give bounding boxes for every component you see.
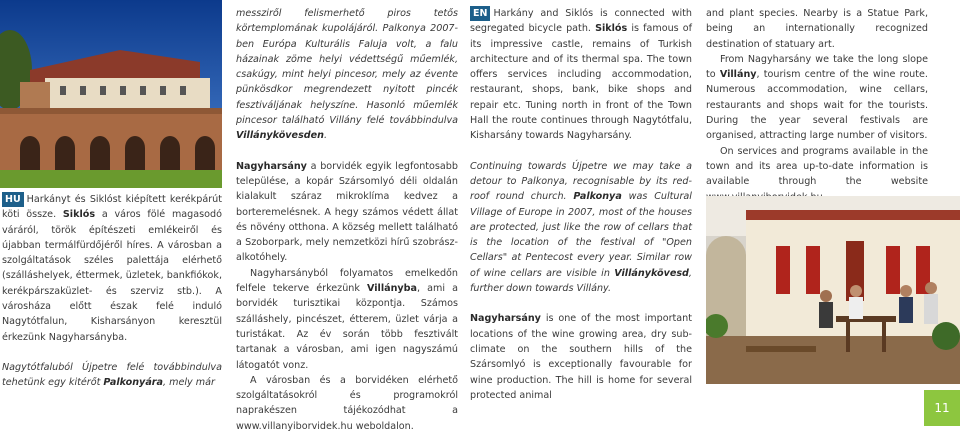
column-1 [2, 192, 222, 391]
hu-language-badge: HU [2, 192, 24, 207]
villany-paragraph: Nagyharsányból folyamatos emelkedőn felfele tekerve érkezünk Villányba, ami a borvidék turisztikai központja. Számos szálláshely, pincészet, étterem, üzlet várja a turistákat. Az év során több fesztivált tartanak a városban, ami igen nagyszámú látogatót vonz. [236, 267, 458, 371]
column-2 [236, 6, 458, 434]
en-language-badge: EN [470, 6, 490, 21]
siklos-bold: Siklós [62, 209, 96, 221]
services-info-paragraph: A városban és a borvidéken elérhető szolgáltatásokról és programokról naprakészen tájékozódhat a www.villanyiborvidek.hu weboldalon. [236, 374, 458, 432]
wine-cellar-photo [706, 196, 960, 384]
page-number: 11 [924, 390, 960, 426]
hu-palkonya-paragraph: Nagytótfaluból Újpetre felé továbbindulva tehetünk egy kitérőt Palkonyára, mely már [2, 361, 222, 389]
palkonya-continued-paragraph: messziről felismerhető piros tetős körtemplomának kupolájáról. Palkonya 2007-ben Európa Kulturális Faluja volt, a falu házainak zöme helyi védettségű műemlék, csakúgy, mint helyi pincesor, mely az évente pünkösdkor megrendezett nyitott pincék fesztiváljának helyszíne. Hasonló műemlék pincesor található Villány felé továbbindulva Villánykövesden. [236, 8, 458, 142]
column-4 [706, 6, 928, 205]
en-nagyharsany-paragraph: Nagyharsány is one of the most important locations of the wine growing area, dry sub-climate on the southern hills of the Szársomlyó is exceptionally favourable for wine production. The hill is home for several protected animal [470, 313, 692, 401]
en-villany-paragraph: From Nagyharsány we take the long slope to Villány, tourism centre of the wine route. Numerous accommodation, wine cellars, restaurants and shops wait for the tourists. During the year several festivals are organised, attracting large number of visitors. [706, 53, 928, 142]
en-palkonya-paragraph: Continuing towards Újpetre we may take a detour to Palkonya, recognisable by its red-roof round church. Palkonya was Cultural Village of Europe in 2007, most of the houses are protected, just like the row of cellars that is the location of the festival of "Open Cellars" at Pentecost every year. Similar row of wine cellars are visible in Villánykövesd, further down towards Villány. [470, 160, 692, 295]
en-intro-paragraph: EN Harkány and Siklós is connected with segregated bicycle path. Siklós is famous of its impressive castle, remains of Turkish architecture and of its thermal spa. The town offers services including accommodation, restaurant, shops, bank, bike shops and repair etc. Tuning north in front of the Town Hall the route continues through Nagytótfalu, Kisharsány towards Nagyharsány. [470, 8, 692, 142]
column-3 [470, 6, 692, 403]
hu-intro-paragraph: HU Harkányt és Siklóst kiépített kerékpárút köti össze. Siklós a város fölé magasodó váráról, török építészeti emlékeiről és újabban termálfürdőjéről híres. A városban a szolgáltatások széles palettája elérhető (szálláshelyek, éttermek, üzletek, bankfiókok, kerékpárszaküzlet- és szerviz stb.). A városháza előtt észak felé induló Nagytótfalun, Kisharsányon keresztül érkezünk Nagyharsányba. [2, 194, 222, 343]
en-services-info-paragraph: On services and programs available in the town and its area up-to-date information is available through the website [706, 145, 928, 188]
castle-photo [0, 0, 222, 188]
nagyharsany-paragraph: Nagyharsány a borvidék egyik legfontosabb települése, a kopár Szársomlyó déli oldalán kialakult száraz mikroklíma kedvez a borteremelésnek. A hegy számos védett állat és növény otthona. A község mellett található a Szoborpark, mely nemzetközi hírű szobrász-alkotóhely. [236, 160, 458, 264]
en-statue-park-paragraph: and plant species. Nearby is a Statue Park, being an internationally recognized destination of statuary art. [706, 8, 928, 50]
